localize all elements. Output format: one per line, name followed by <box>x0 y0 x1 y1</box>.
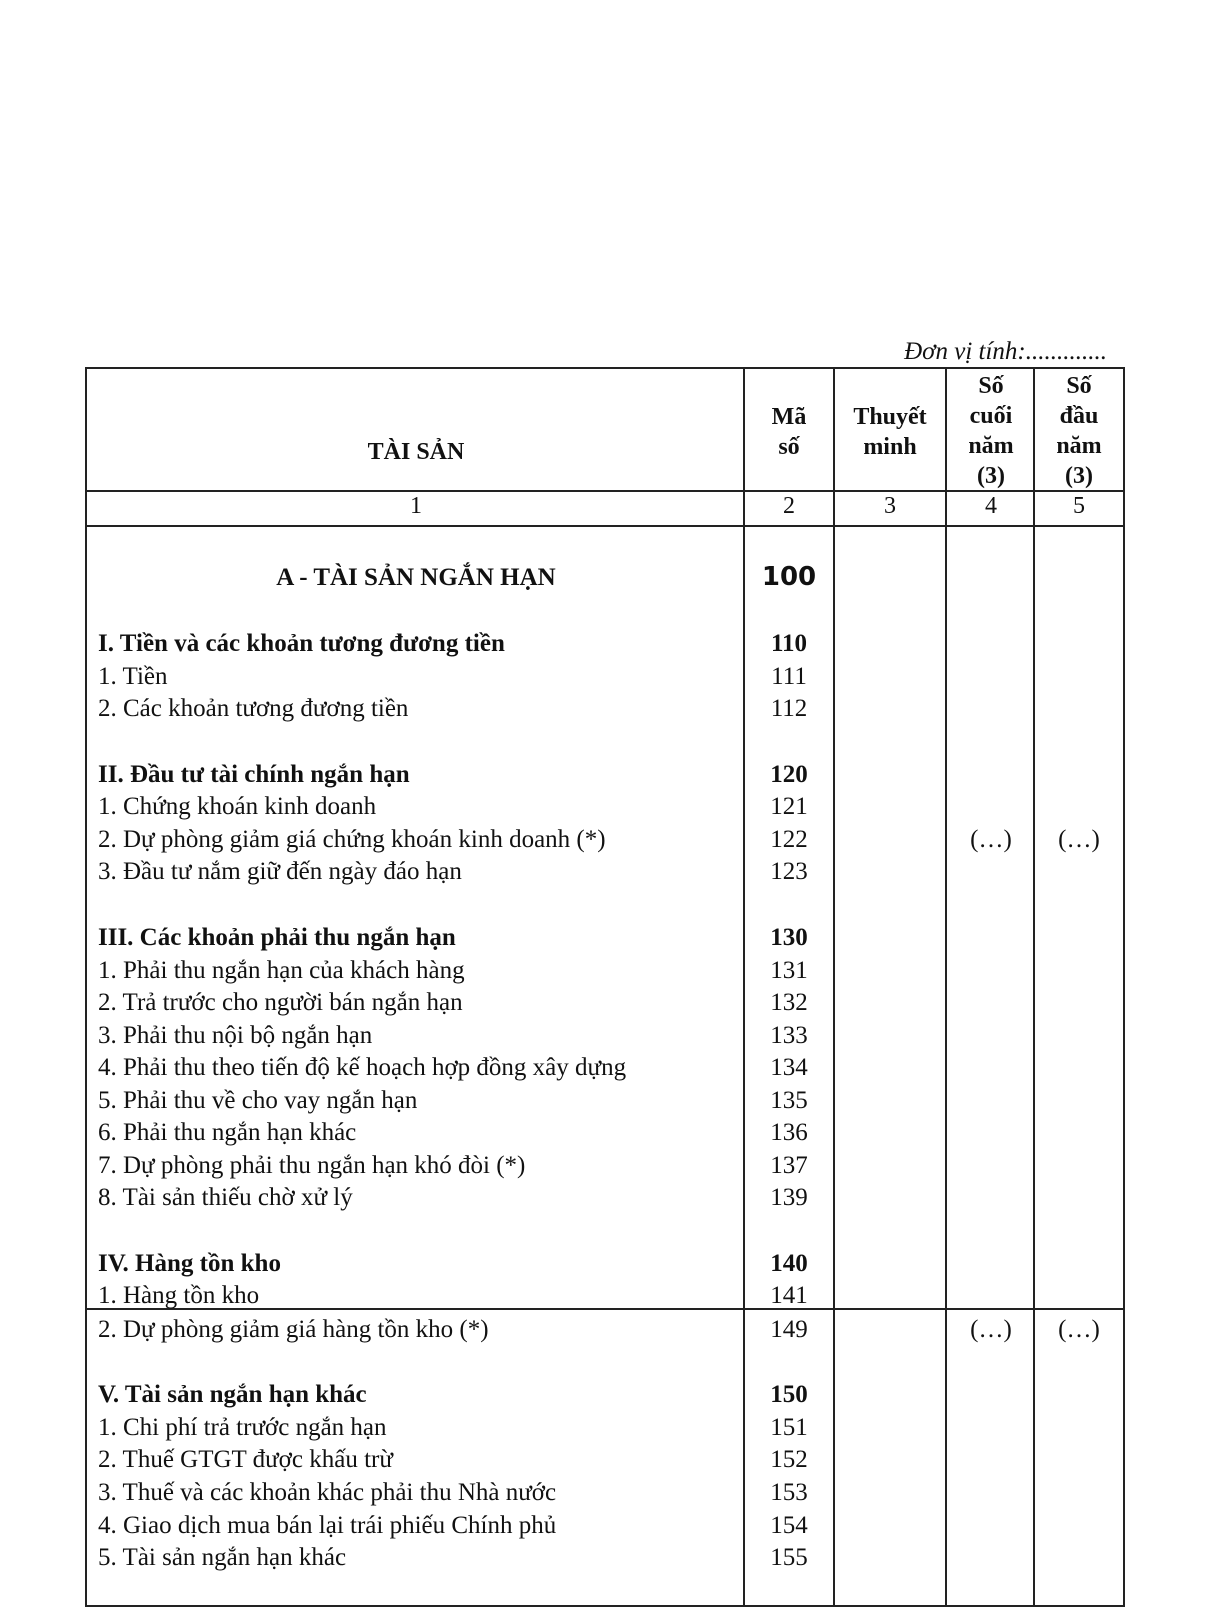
row-label: IV. Hàng tồn kho <box>98 1250 281 1277</box>
table-row <box>87 986 1125 1019</box>
row-label: V. Tài sản ngắn hạn khác <box>98 1381 367 1408</box>
table-row <box>87 1279 1125 1312</box>
row-label: 1. Phải thu ngắn hạn của khách hàng <box>98 957 465 984</box>
row-label: A - TÀI SẢN NGẮN HẠN <box>276 564 556 591</box>
row-code: 120 <box>770 761 808 788</box>
balance-sheet-table <box>85 367 1125 1607</box>
row-code: 154 <box>770 1512 808 1539</box>
header-ma-so: Mã số <box>771 404 807 460</box>
group-row <box>87 627 1125 660</box>
row-code: 122 <box>770 826 808 853</box>
row-label: 5. Phải thu về cho vay ngắn hạn <box>98 1087 418 1114</box>
table-row <box>87 1084 1125 1117</box>
unit-label: Đơn vị tính:............. <box>904 338 1107 365</box>
row-label: 7. Dự phòng phải thu ngắn hạn khó đòi (*) <box>98 1152 526 1179</box>
row-code: 123 <box>770 858 808 885</box>
group-row <box>87 758 1125 791</box>
col-number: 4 <box>985 493 997 519</box>
header-divider <box>87 525 1123 527</box>
header-tai-san: TÀI SẢN <box>367 439 465 465</box>
row-label: 4. Phải thu theo tiến độ kế hoạch hợp đồng xây dựng <box>98 1054 627 1081</box>
table-row <box>87 1116 1125 1149</box>
row-label: II. Đầu tư tài chính ngắn hạn <box>98 761 410 788</box>
table-row <box>87 855 1125 888</box>
row-code: 150 <box>770 1381 808 1408</box>
table-row <box>87 790 1125 823</box>
row-label: 1. Hàng tồn kho <box>98 1282 260 1309</box>
row-code: 135 <box>770 1087 808 1114</box>
row-code: 141 <box>770 1282 808 1309</box>
header-thuyet-minh: Thuyết minh <box>853 404 927 460</box>
col-number: 2 <box>783 493 795 519</box>
row-code: 153 <box>770 1479 808 1506</box>
row-label: 3. Đầu tư nắm giữ đến ngày đáo hạn <box>98 858 462 885</box>
row-code: 110 <box>770 630 808 657</box>
table-row <box>87 660 1125 693</box>
table-row <box>87 1541 1125 1574</box>
row-label: 2. Các khoản tương đương tiền <box>98 695 409 722</box>
table-row <box>87 1313 1125 1346</box>
table-row <box>87 1476 1125 1509</box>
row-label: 1. Tiền <box>98 663 168 690</box>
row-label: 6. Phải thu ngắn hạn khác <box>98 1119 357 1146</box>
row-code: 151 <box>770 1414 808 1441</box>
table-row <box>87 1509 1125 1542</box>
header-so-dau-nam: Số đầu năm (3) <box>1056 373 1102 489</box>
col-number: 3 <box>884 493 896 519</box>
row-label: 2. Dự phòng giảm giá chứng khoán kinh doanh (*) <box>98 826 606 853</box>
table-row <box>87 1019 1125 1052</box>
row-code: 111 <box>771 663 807 690</box>
table-row <box>87 1443 1125 1476</box>
row-code: 131 <box>770 957 808 984</box>
row-label: 1. Chi phí trả trước ngắn hạn <box>98 1414 387 1441</box>
group-row <box>87 1378 1125 1411</box>
group-row <box>87 921 1125 954</box>
row-code: 155 <box>770 1544 808 1571</box>
table-row <box>87 823 1125 856</box>
row-label: 2. Thuế GTGT được khấu trừ <box>98 1446 393 1473</box>
row-label: 5. Tài sản ngắn hạn khác <box>98 1544 347 1571</box>
row-label: 3. Thuế và các khoản khác phải thu Nhà nước <box>98 1479 557 1506</box>
row-label: III. Các khoản phải thu ngắn hạn <box>98 924 456 951</box>
row-label: 1. Chứng khoán kinh doanh <box>98 793 377 820</box>
row-code: 140 <box>770 1250 808 1277</box>
row-code: 132 <box>770 989 808 1016</box>
row-label: 2. Dự phòng giảm giá hàng tồn kho (*) <box>98 1316 489 1343</box>
table-row <box>87 1411 1125 1444</box>
row-code: 100 <box>761 562 817 592</box>
section-row <box>87 561 1125 594</box>
row-code: 133 <box>770 1022 808 1049</box>
row-code: 112 <box>770 695 808 722</box>
row-code: 130 <box>770 924 808 951</box>
col-number: 5 <box>1073 493 1085 519</box>
col-number: 1 <box>410 493 422 519</box>
row-code: 137 <box>770 1152 808 1179</box>
row-label: 4. Giao dịch mua bán lại trái phiếu Chính phủ <box>98 1512 557 1539</box>
group-row <box>87 1247 1125 1280</box>
row-code: 136 <box>770 1119 808 1146</box>
row-code: 134 <box>770 1054 808 1081</box>
row-label: I. Tiền và các khoản tương đương tiền <box>98 630 505 657</box>
table-row <box>87 1181 1125 1214</box>
row-label: 8. Tài sản thiếu chờ xử lý <box>98 1184 353 1211</box>
table-row <box>87 1051 1125 1084</box>
header-so-cuoi-nam: Số cuối năm (3) <box>968 373 1014 489</box>
row-label: 3. Phải thu nội bộ ngắn hạn <box>98 1022 373 1049</box>
row-code: 152 <box>770 1446 808 1473</box>
row-code: 149 <box>770 1316 808 1343</box>
table-row <box>87 1149 1125 1182</box>
row-code: 121 <box>770 793 808 820</box>
row-code: 139 <box>770 1184 808 1211</box>
table-row <box>87 692 1125 725</box>
start-year-value: (…) <box>1058 826 1100 853</box>
end-year-value: (…) <box>970 826 1012 853</box>
row-label: 2. Trả trước cho người bán ngắn hạn <box>98 989 463 1016</box>
start-year-value: (…) <box>1058 1316 1100 1343</box>
table-row <box>87 954 1125 987</box>
end-year-value: (…) <box>970 1316 1012 1343</box>
